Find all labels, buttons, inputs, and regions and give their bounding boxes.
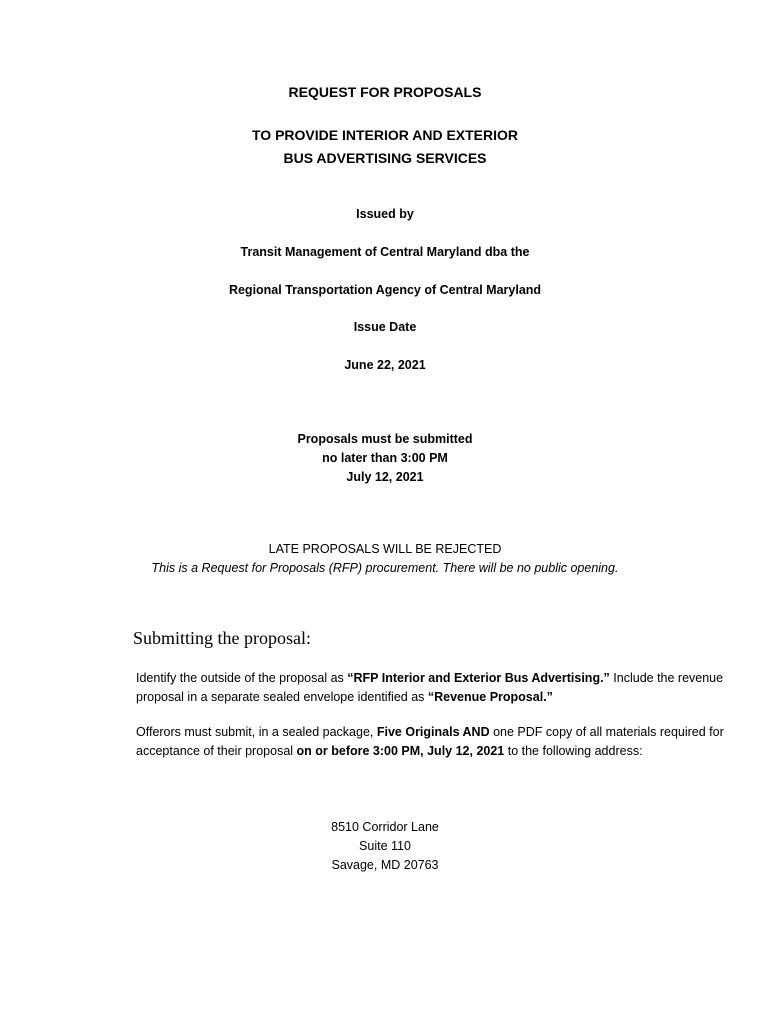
submitting-heading: Submitting the proposal:: [133, 628, 311, 648]
para1-text-1: Identify the outside of the proposal as: [136, 671, 348, 685]
para2-text-1: Offerors must submit, in a sealed package,: [136, 725, 377, 739]
document-subtitle-line1: TO PROVIDE INTERIOR AND EXTERIOR: [251, 127, 519, 143]
issuer-org-line1: Transit Management of Central Maryland dba the: [240, 245, 530, 259]
mailing-address: [235, 818, 535, 875]
deadline-line1: Proposals must be submitted: [297, 432, 473, 446]
address-line3: Savage, MD 20763: [331, 858, 439, 872]
late-proposals-notice: LATE PROPOSALS WILL BE REJECTED: [268, 542, 502, 556]
para1-bold-rfp-label: “RFP Interior and Exterior Bus Advertising.”: [347, 671, 610, 685]
para2-bold-deadline: on or before 3:00 PM, July 12, 2021: [296, 743, 505, 758]
address-line2: Suite 110: [359, 839, 411, 853]
para2-text-3: to the following address:: [504, 743, 643, 758]
para1-text-2: Include the revenue proposal in a separate sealed envelope identified as: [136, 671, 724, 704]
deadline-line2: no later than 3:00 PM: [322, 451, 448, 465]
address-line1: 8510 Corridor Lane: [331, 820, 439, 834]
rfp-procurement-note: This is a Request for Proposals (RFP) procurement. There will be no public opening.: [151, 561, 619, 575]
deadline-line3: July 12, 2021: [346, 470, 424, 484]
offerors-submission-paragraph: [136, 723, 736, 760]
document-title: REQUEST FOR PROPOSALS: [288, 84, 482, 100]
para1-bold-revenue-label: “Revenue Proposal.”: [427, 689, 553, 704]
issuer-org-line2: Regional Transportation Agency of Central Maryland: [228, 283, 542, 297]
issued-by-label: Issued by: [356, 207, 414, 221]
issue-date: June 22, 2021: [344, 358, 426, 372]
submission-instructions-paragraph: [136, 669, 736, 706]
document-subtitle-line2: BUS ADVERTISING SERVICES: [283, 150, 487, 166]
para2-bold-originals: Five Originals AND: [376, 725, 490, 739]
issue-date-label: Issue Date: [353, 320, 417, 334]
para2-text-2: one PDF copy of all materials required for acceptance of their proposal: [136, 725, 724, 758]
